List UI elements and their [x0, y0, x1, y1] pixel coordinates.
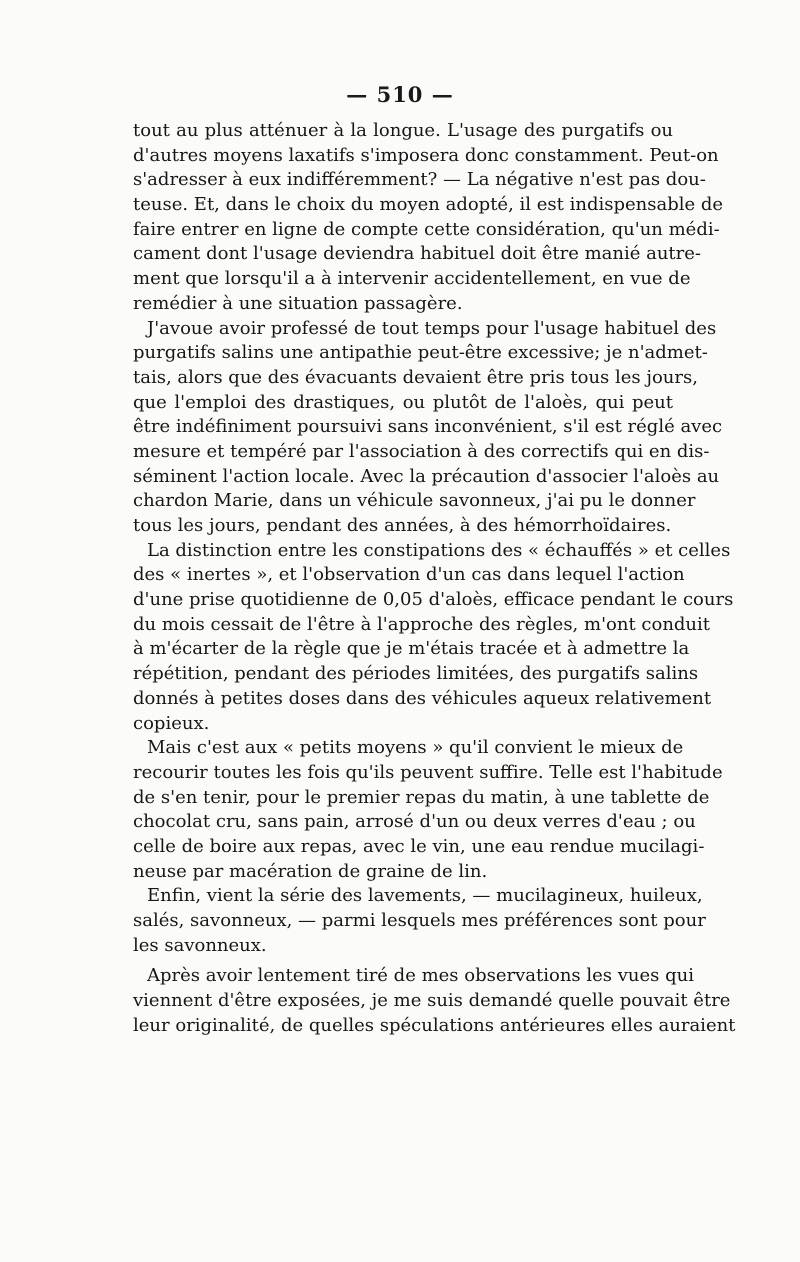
- text-line: celle de boire aux repas, avec le vin, une eau rendue mucilagi-: [133, 835, 705, 857]
- text-line: neuse par macération de graine de lin.: [133, 860, 488, 882]
- text-line: séminent l'action locale. Avec la précaution d'associer l'aloès au: [133, 465, 720, 487]
- text-line: leur originalité, de quelles spéculations antérieures elles auraient: [133, 1014, 736, 1036]
- text-line: La distinction entre les constipations des « échauffés » et celles: [147, 539, 731, 561]
- text-line: faire entrer en ligne de compte cette considération, qu'un médi-: [133, 218, 720, 240]
- text-line: à m'écarter de la règle que je m'étais tracée et à admettre la: [133, 638, 690, 660]
- text-line: Enfin, vient la série des lavements, — mucilagineux, huileux,: [147, 885, 703, 907]
- text-line: que l'emploi des drastiques, ou plutôt de l'aloès, qui peut: [133, 391, 673, 413]
- text-line: du mois cessait de l'être à l'approche des règles, m'ont conduit: [133, 613, 711, 635]
- text-line: tout au plus atténuer à la longue. L'usage des purgatifs ou: [133, 120, 673, 141]
- text-line: cament dont l'usage deviendra habituel doit être manié autre-: [133, 243, 701, 265]
- text-line: les savonneux.: [133, 934, 267, 956]
- text-line: s'adresser à eux indifféremment? — La négative n'est pas dou-: [133, 169, 706, 191]
- text-line: des « inertes », et l'observation d'un cas dans lequel l'action: [133, 564, 685, 586]
- text-line: copieux.: [133, 712, 210, 734]
- text-line: répétition, pendant des périodes limitées, des purgatifs salins: [133, 663, 699, 685]
- text-line: d'une prise quotidienne de 0,05 d'aloès, efficace pendant le cours: [133, 589, 734, 611]
- text-line: salés, savonneux, — parmi lesquels mes préférences sont pour: [133, 910, 706, 931]
- text-line: chocolat cru, sans pain, arrosé d'un ou deux verres d'eau ; ou: [133, 811, 696, 833]
- text-line: viennent d'être exposées, je me suis demandé quelle pouvait être: [133, 990, 731, 1012]
- text-line: remédier à une situation passagère.: [133, 292, 463, 314]
- text-line: Mais c'est aux « petits moyens » qu'il convient le mieux de: [147, 737, 684, 759]
- text-line: de s'en tenir, pour le premier repas du matin, à une tablette de: [133, 786, 710, 808]
- text-line: purgatifs salins une antipathie peut-être excessive; je n'admet-: [133, 342, 708, 364]
- text-line: tais, alors que des évacuants devaient être pris tous les jours,: [133, 366, 698, 388]
- body-text: [133, 119, 736, 1038]
- page-number: — 510 —: [346, 82, 454, 107]
- text-line: Après avoir lentement tiré de mes observations les vues qui: [147, 965, 695, 987]
- text-line: ment que lorsqu'il a à intervenir accidentellement, en vue de: [133, 268, 691, 290]
- text-line: J'avoue avoir professé de tout temps pour l'usage habituel des: [147, 317, 717, 339]
- text-line: être indéfiniment poursuivi sans inconvénient, s'il est réglé avec: [133, 416, 723, 438]
- text-line: teuse. Et, dans le choix du moyen adopté, il est indispensable de: [133, 194, 724, 216]
- text-line: chardon Marie, dans un véhicule savonneux, j'ai pu le donner: [133, 490, 696, 512]
- text-line: d'autres moyens laxatifs s'imposera donc constamment. Peut-on: [133, 144, 719, 166]
- text-line: tous les jours, pendant des années, à des hémorrhoïdaires.: [133, 515, 672, 536]
- text-line: donnés à petites doses dans des véhicules aqueux relativement: [133, 687, 712, 709]
- text-line: recourir toutes les fois qu'ils peuvent suffire. Telle est l'habitude: [133, 761, 723, 783]
- text-line: mesure et tempéré par l'association à des correctifs qui en dis-: [133, 440, 710, 462]
